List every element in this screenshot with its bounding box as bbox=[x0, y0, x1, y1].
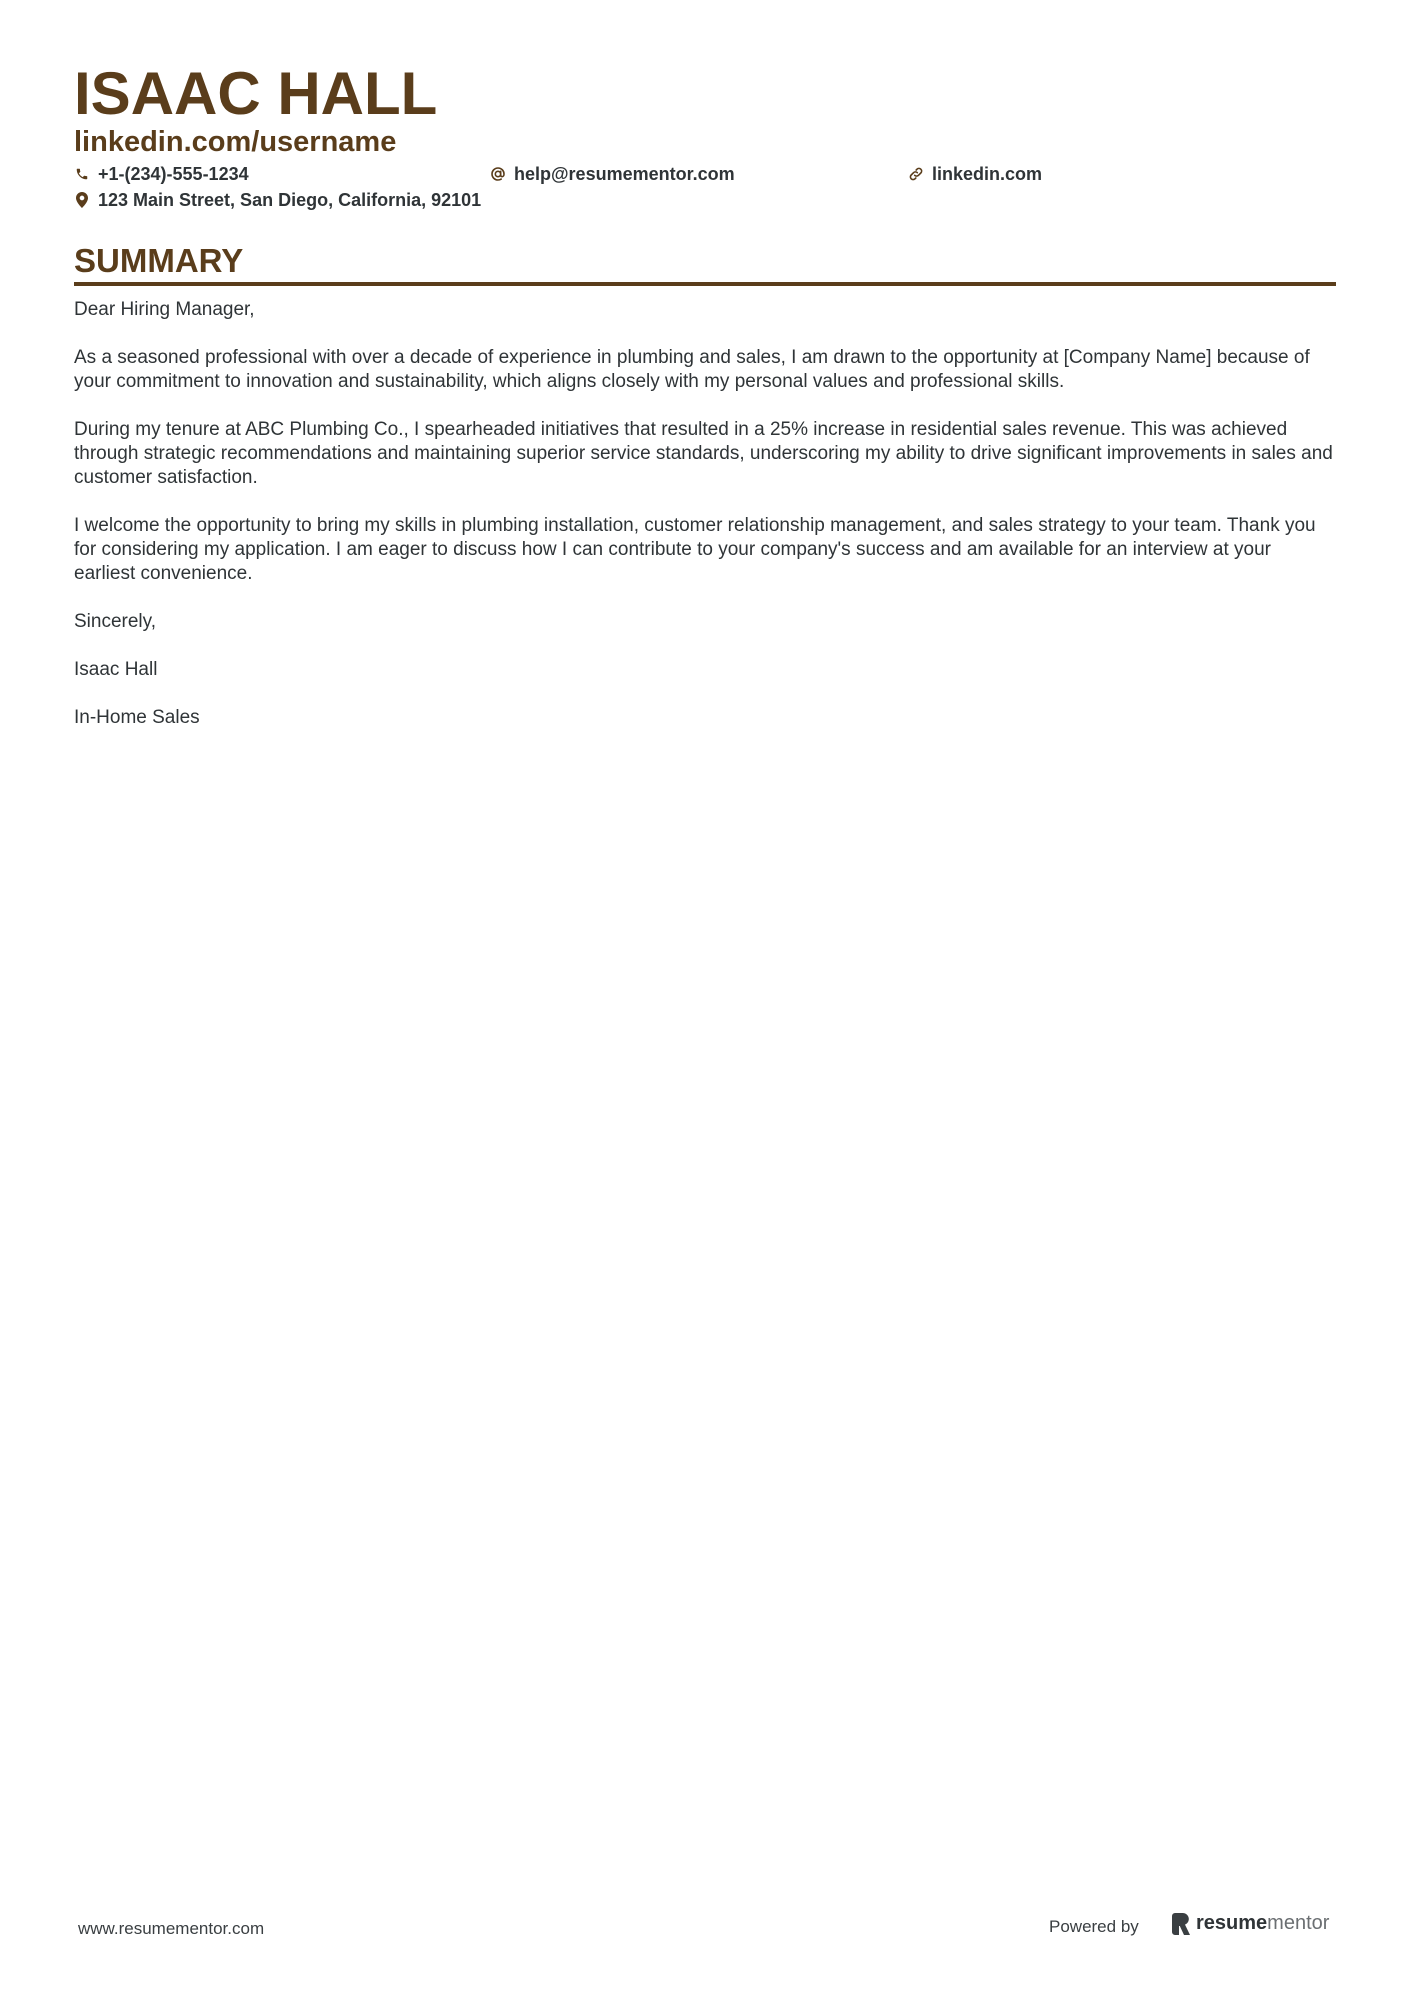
footer-powered-by: Powered by bbox=[1049, 1917, 1139, 1936]
letter-body bbox=[74, 298, 1336, 754]
contact-address bbox=[74, 188, 481, 212]
footer-website-link[interactable]: www.resumementor.com bbox=[78, 1919, 265, 1938]
profile-url-heading: linkedin.com/username bbox=[74, 126, 397, 158]
contact-link bbox=[908, 162, 1042, 186]
phone-icon bbox=[74, 166, 90, 182]
candidate-name: ISAAC HALL bbox=[74, 60, 438, 127]
section-title-summary: SUMMARY bbox=[74, 242, 244, 279]
letter-greeting: Dear Hiring Manager, bbox=[74, 299, 255, 320]
letter-paragraph: As a seasoned professional with over a decade of experience in plumbing and sales, I am drawn to the opportunity at [Company Name] because of your commitment to innovation and sustainability, which aligns closely with my personal values and professional skills. bbox=[74, 347, 1310, 392]
link-text: linkedin.com bbox=[932, 164, 1043, 184]
address-text: 123 Main Street, San Diego, California, 92101 bbox=[98, 190, 482, 210]
section-divider bbox=[74, 282, 1336, 286]
link-icon bbox=[908, 166, 924, 182]
footer-brand-logo[interactable] bbox=[1172, 1912, 1329, 1935]
letter-paragraph: I welcome the opportunity to bring my skills in plumbing installation, customer relationship management, and sales strategy to your team. Thank you for considering my application. I am eager to discuss how I can contribute to your company's success and am available for an interview at your earliest convenience. bbox=[74, 515, 1316, 584]
phone-text: +1-(234)-555-1234 bbox=[98, 164, 249, 184]
letter-signature: Isaac Hall bbox=[74, 659, 158, 680]
at-icon bbox=[490, 166, 506, 182]
brand-wordmark-bold: resume bbox=[1196, 1912, 1268, 1934]
resumementor-logo-icon bbox=[1172, 1913, 1190, 1935]
letter-role: In-Home Sales bbox=[74, 707, 200, 728]
contact-email bbox=[490, 162, 735, 186]
location-pin-icon bbox=[74, 192, 90, 208]
contact-phone bbox=[74, 162, 249, 186]
brand-wordmark-light: mentor bbox=[1267, 1912, 1330, 1934]
letter-paragraph: During my tenure at ABC Plumbing Co., I spearheaded initiatives that resulted in a 25% increase in residential sales revenue. This was achieved through strategic recommendations and maintaining superior service standards, underscoring my ability to drive significant improvements in sales and customer satisfaction. bbox=[74, 419, 1333, 488]
email-text: help@resumementor.com bbox=[514, 164, 735, 184]
letter-closing: Sincerely, bbox=[74, 611, 157, 632]
